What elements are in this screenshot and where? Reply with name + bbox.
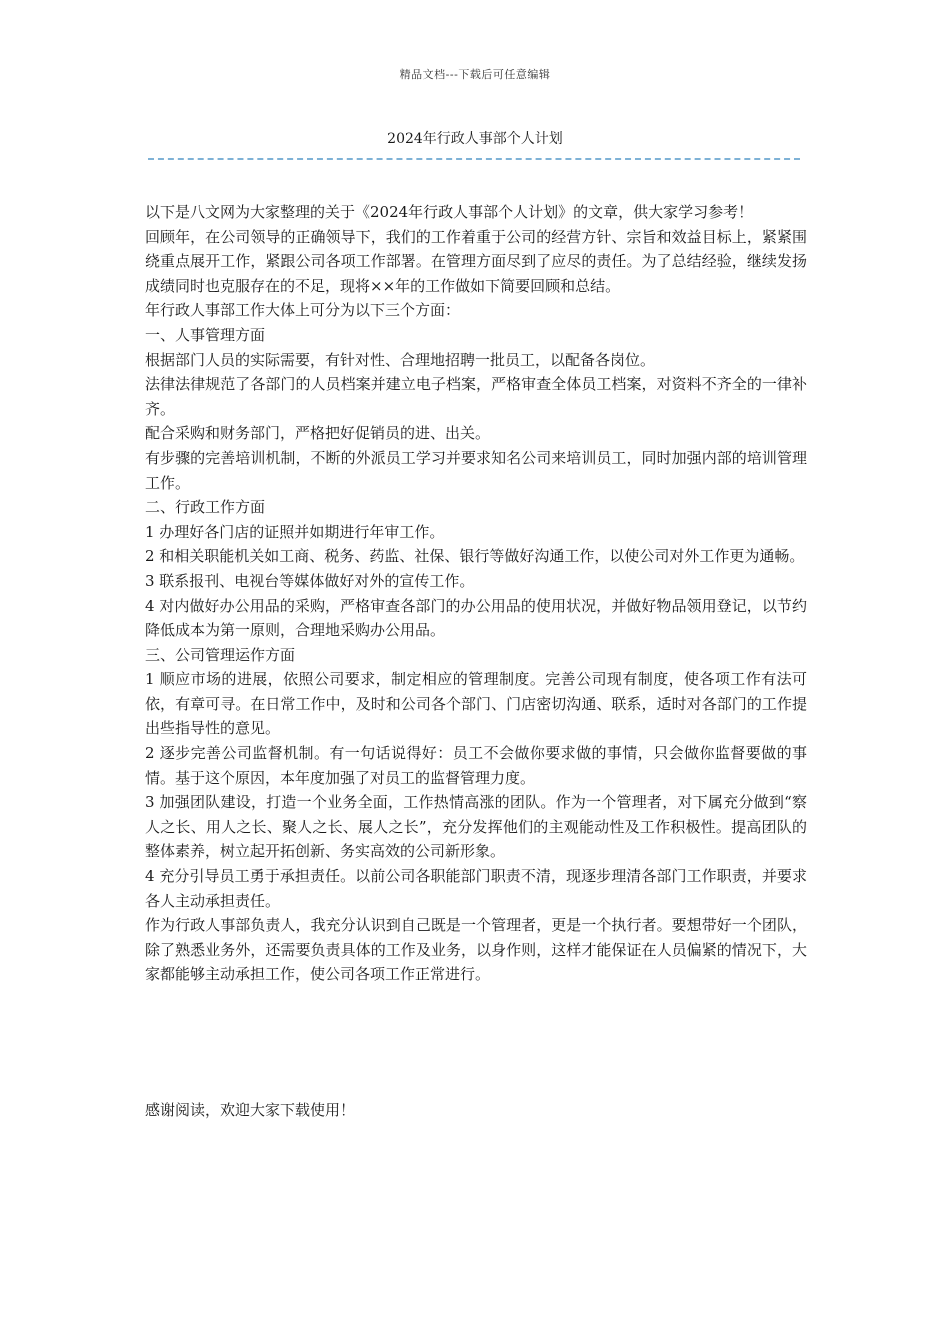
paragraph-mgmt-2: 2 逐步完善公司监督机制。有一句话说得好：员工不会做你要求做的事情，只会做你监督要做的事情。基于这个原因，本年度加强了对员工的监督管理力度。 — [145, 744, 807, 787]
section-heading-admin: 二、行政工作方面 — [145, 498, 266, 517]
paragraph-admin-4: 4 对内做好办公用品的采购，严格审查各部门的办公用品的使用状况，并做好物品领用登记，以节约降低成本为第一原则，合理地采购办公用品。 — [145, 596, 807, 640]
paragraph-admin-2: 2 和相关职能机关如工商、税务、药监、社保、银行等做好沟通工作，以使公司对外工作更为通畅。 — [145, 547, 805, 566]
document-title: 2024年行政人事部个人计划 — [387, 131, 563, 147]
paragraph-hr-2: 法律法律规范了各部门的人员档案并建立电子档案，严格审查全体员工档案，对资料不齐全的一律补齐。 — [145, 375, 807, 418]
paragraph-overview: 年行政人事部工作大体上可分为以下三个方面： — [145, 301, 461, 320]
document-body — [145, 200, 807, 987]
section-heading-management: 三、公司管理运作方面 — [145, 645, 296, 664]
closing-note: 感谢阅读，欢迎大家下载使用！ — [145, 1101, 356, 1119]
title-divider — [148, 158, 800, 160]
paragraph-mgmt-3: 3 加强团队建设，打造一个业务全面，工作热情高涨的团队。作为一个管理者，对下属充分做到“察人之长、用人之长、聚人之长、展人之长”，充分发挥他们的主观能动性及工作积极性。提高团队的整体素养，树立起开拓创新、务实高效的公司新形象。 — [145, 793, 807, 861]
paragraph-admin-3: 3 联系报刊、电视台等媒体做好对外的宣传工作。 — [145, 571, 475, 590]
paragraph-mgmt-1: 1 顺应市场的进展，依照公司要求，制定相应的管理制度。完善公司现有制度，使各项工作有法可依，有章可寻。在日常工作中，及时和公司各个部门、门店密切沟通、联系，适时对各部门的工作提出些指导性的意见。 — [145, 670, 807, 738]
paragraph-review: 回顾年，在公司领导的正确领导下，我们的工作着重于公司的经营方针、宗旨和效益目标上，紧紧围绕重点展开工作，紧跟公司各项工作部署。在管理方面尽到了应尽的责任。为了总结经验，继续发扬成绩同时也克服存在的不足，现将××年的工作做如下简要回顾和总结。 — [145, 227, 807, 295]
paragraph-mgmt-4: 4 充分引导员工勇于承担责任。以前公司各职能部门职责不清，现逐步理清各部门工作职责，并要求各人主动承担责任。 — [145, 867, 807, 910]
paragraph-intro: 以下是八文网为大家整理的关于《2024年行政人事部个人计划》的文章，供大家学习参考！ — [145, 203, 754, 221]
paragraph-hr-4: 有步骤的完善培训机制，不断的外派员工学习并要求知名公司来培训员工，同时加强内部的培训管理工作。 — [145, 448, 807, 492]
header-note: 精品文档---下载后可任意编辑 — [399, 68, 551, 81]
paragraph-conclusion: 作为行政人事部负责人，我充分认识到自己既是一个管理者，更是一个执行者。要想带好一个团队，除了熟悉业务外，还需要负责具体的工作及业务，以身作则，这样才能保证在人员偏紧的情况下，大家都能够主动承担工作，使公司各项工作正常进行。 — [145, 916, 807, 984]
paragraph-hr-3: 配合采购和财务部门，严格把好促销员的进、出关。 — [145, 424, 491, 443]
section-heading-hr: 一、人事管理方面 — [145, 325, 266, 344]
paragraph-hr-1: 根据部门人员的实际需要，有针对性、合理地招聘一批员工，以配备各岗位。 — [145, 350, 656, 369]
paragraph-admin-1: 1 办理好各门店的证照并如期进行年审工作。 — [145, 522, 445, 541]
